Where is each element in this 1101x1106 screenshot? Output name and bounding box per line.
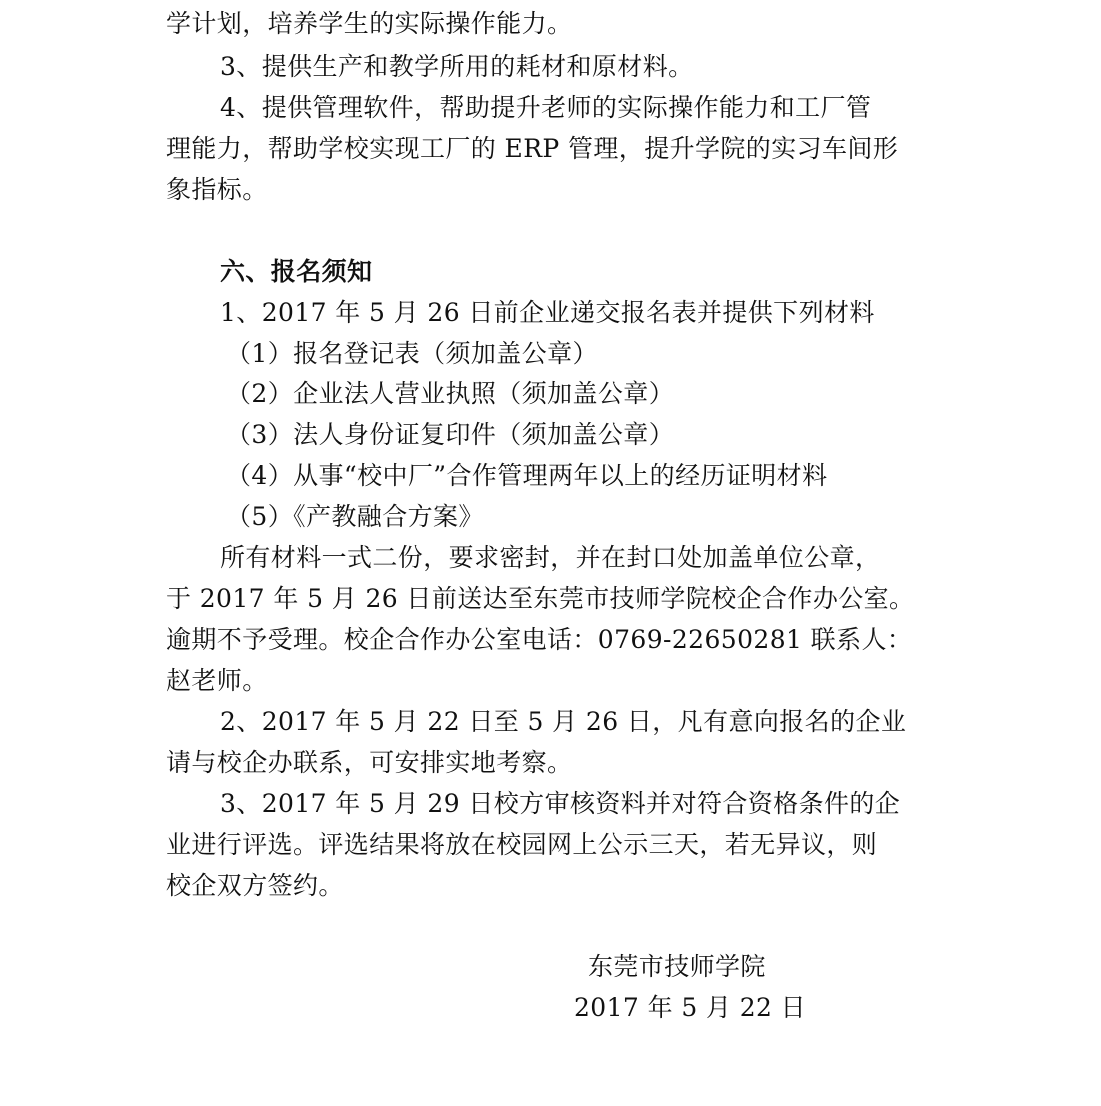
paragraph-line: 所有材料一式二份，要求密封，并在封口处加盖单位公章， — [220, 543, 881, 572]
list-item: （1）报名登记表（须加盖公章） — [226, 339, 598, 368]
list-item: （4）从事“校中厂”合作管理两年以上的经历证明材料 — [226, 461, 828, 490]
paragraph-line: 理能力，帮助学校实现工厂的 ERP 管理，提升学院的实习车间形 — [166, 134, 899, 163]
list-item: （2）企业法人营业执照（须加盖公章） — [226, 379, 675, 408]
section-heading: 六、报名须知 — [220, 257, 373, 286]
paragraph-line: 2、2017 年 5 月 22 日至 5 月 26 日，凡有意向报名的企业 — [220, 707, 907, 736]
paragraph-line: 象指标。 — [166, 175, 268, 204]
paragraph-line: 4、提供管理软件，帮助提升老师的实际操作能力和工厂管 — [220, 93, 872, 122]
paragraph-line: 3、提供生产和教学所用的耗材和原材料。 — [220, 52, 694, 81]
list-item: （3）法人身份证复印件（须加盖公章） — [226, 420, 675, 449]
list-item: （5）《产教融合方案》 — [226, 502, 484, 531]
signature-date: 2017 年 5 月 22 日 — [574, 993, 807, 1022]
paragraph-line: 请与校企办联系，可安排实地考察。 — [166, 748, 573, 777]
paragraph-line: 学计划，培养学生的实际操作能力。 — [166, 9, 573, 38]
signature-organization: 东莞市技师学院 — [588, 952, 766, 981]
paragraph-line: 逾期不予受理。校企合作办公室电话：0769-22650281 联系人： — [166, 625, 913, 654]
paragraph-line: 业进行评选。评选结果将放在校园网上公示三天，若无异议，则 — [166, 830, 878, 859]
paragraph-line: 于 2017 年 5 月 26 日前送达至东莞市技师学院校企合作办公室。 — [166, 584, 915, 613]
paragraph-line: 3、2017 年 5 月 29 日校方审核资料并对符合资格条件的企 — [220, 789, 901, 818]
paragraph-line: 赵老师。 — [166, 666, 268, 695]
paragraph-line: 1、2017 年 5 月 26 日前企业递交报名表并提供下列材料 — [220, 298, 875, 327]
paragraph-line: 校企双方签约。 — [166, 871, 344, 900]
